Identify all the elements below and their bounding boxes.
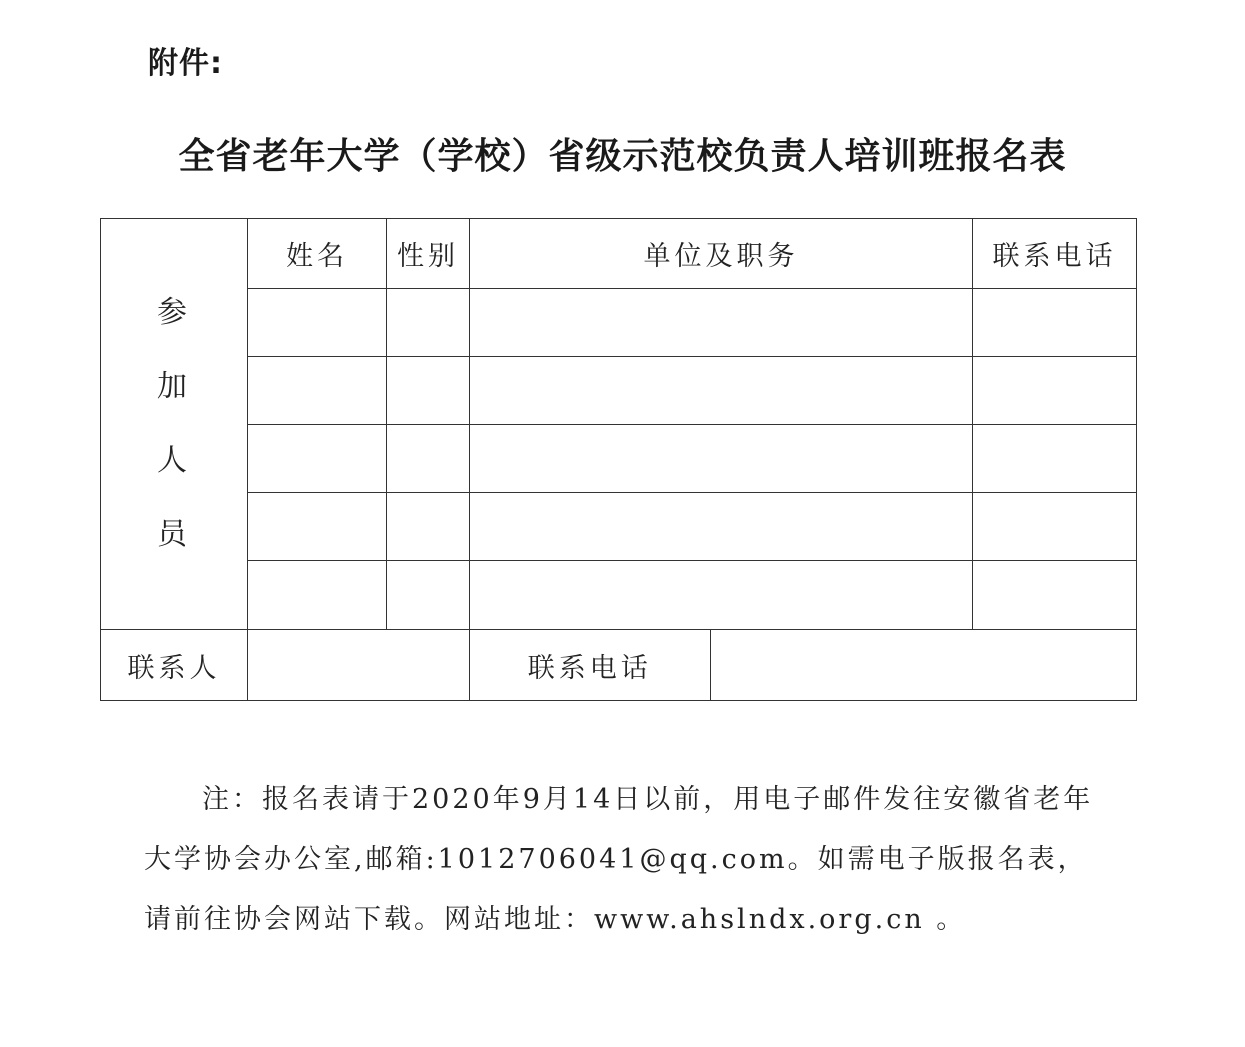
name-cell[interactable] <box>248 357 387 425</box>
column-header-gender: 性别 <box>387 219 470 289</box>
contact-row <box>101 630 1137 701</box>
participant-row <box>101 425 1137 493</box>
name-cell[interactable] <box>248 493 387 561</box>
contact-phone-subtable <box>470 630 1136 700</box>
gender-cell[interactable] <box>387 289 470 357</box>
document-title: 全省老年大学（学校）省级示范校负责人培训班报名表 <box>178 136 1067 177</box>
gender-cell[interactable] <box>387 493 470 561</box>
phone-cell[interactable] <box>973 561 1137 630</box>
unit-position-cell[interactable] <box>470 289 973 357</box>
contact-phone-group <box>470 630 1137 701</box>
gender-cell[interactable] <box>387 357 470 425</box>
phone-cell[interactable] <box>973 289 1137 357</box>
phone-cell[interactable] <box>973 493 1137 561</box>
participants-section-label <box>101 219 248 630</box>
section-label-char: 人 <box>157 443 191 478</box>
name-cell[interactable] <box>248 425 387 493</box>
unit-position-cell[interactable] <box>470 357 973 425</box>
column-header-unit-position: 单位及职务 <box>470 219 973 289</box>
contact-phone-label: 联系电话 <box>470 630 710 700</box>
column-header-name: 姓名 <box>248 219 387 289</box>
registration-form-table <box>100 218 1137 701</box>
section-label-char: 参 <box>157 295 191 330</box>
name-cell[interactable] <box>248 561 387 630</box>
contact-phone-cell[interactable] <box>710 630 1136 700</box>
section-label-char: 员 <box>157 517 191 552</box>
participant-row <box>101 289 1137 357</box>
participant-row <box>101 561 1137 630</box>
attachment-label: 附件: <box>148 46 223 81</box>
gender-cell[interactable] <box>387 425 470 493</box>
submission-note: 注：报名表请于2020年9月14日以前，用电子邮件发往安徽省老年大学协会办公室,邮箱:1012706041@qq.com。如需电子版报名表，请前往协会网站下载。网站地址：www.ahslndx.org.cn 。 <box>144 784 1094 935</box>
contact-person-label: 联系人 <box>101 630 248 701</box>
unit-position-cell[interactable] <box>470 561 973 630</box>
participant-row <box>101 357 1137 425</box>
name-cell[interactable] <box>248 289 387 357</box>
unit-position-cell[interactable] <box>470 493 973 561</box>
phone-cell[interactable] <box>973 357 1137 425</box>
section-label-char: 加 <box>157 369 191 404</box>
phone-cell[interactable] <box>973 425 1137 493</box>
gender-cell[interactable] <box>387 561 470 630</box>
participant-row <box>101 493 1137 561</box>
contact-person-cell[interactable] <box>248 630 470 701</box>
unit-position-cell[interactable] <box>470 425 973 493</box>
column-header-phone: 联系电话 <box>973 219 1137 289</box>
header-row <box>101 219 1137 289</box>
